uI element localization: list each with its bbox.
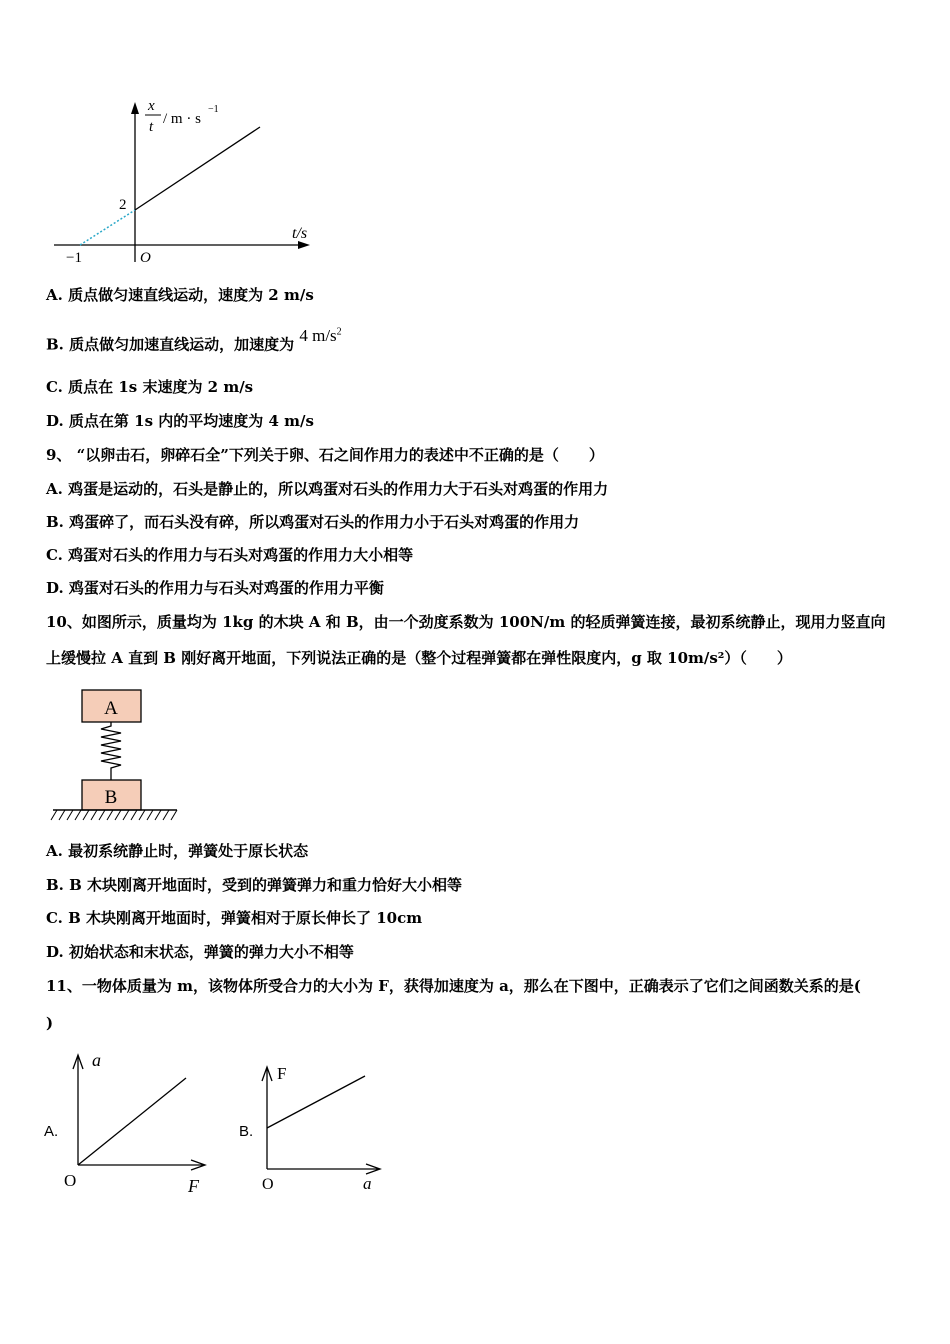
q9-option-d: D. 鸡蛋对石头的作用力与石头对鸡蛋的作用力平衡 — [46, 579, 384, 597]
y-intercept-label: 2 — [119, 197, 127, 213]
origin-label: O — [140, 250, 151, 266]
graph-a-line — [78, 1078, 186, 1165]
q10-option-c: C. B 木块刚离开地面时，弹簧相对于原长伸长了 10cm — [46, 909, 423, 927]
x-axis-arrow — [298, 241, 310, 249]
q11-stem-line1: 11、一物体质量为 m，该物体所受合力的大小为 F，获得加速度为 a，那么在下图中，正确表示了它们之间函数关系的是( — [46, 977, 861, 995]
y-axis-arrow — [131, 102, 139, 114]
y-label-unit-exp: −1 — [208, 104, 219, 115]
graph-a — [58, 1045, 218, 1200]
y-label-numerator: x — [148, 98, 155, 114]
q8-option-b-text: B. 质点做匀加速直线运动，加速度为 — [46, 335, 295, 354]
block-a-label: A — [104, 698, 118, 719]
q8-option-d: D. 质点在第 1s 内的平均速度为 4 m/s — [46, 412, 314, 430]
spring — [101, 722, 121, 780]
q9-option-a: A. 鸡蛋是运动的，石头是静止的，所以鸡蛋对石头的作用力大于石头对鸡蛋的作用力 — [46, 480, 609, 498]
q8-option-c: C. 质点在 1s 末速度为 2 m/s — [46, 378, 254, 396]
y-label-unit: / m · s — [163, 111, 201, 127]
q9-option-b: B. 鸡蛋碎了，而石头没有碎，所以鸡蛋对石头的作用力小于石头对鸡蛋的作用力 — [46, 513, 580, 531]
graph-b-line — [267, 1076, 365, 1128]
q9-stem: 9、 “以卵击石，卵碎石全”下列关于卵、石之间作用力的表述中不正确的是（ ） — [46, 446, 604, 464]
q10-option-b: B. B 木块刚离开地面时，受到的弹簧弹力和重力恰好大小相等 — [46, 876, 463, 894]
q10-option-a: A. 最初系统静止时，弹簧处于原长状态 — [46, 842, 309, 860]
x-intercept-label: −1 — [66, 250, 82, 266]
graph-b — [252, 1057, 392, 1197]
graph-a-x-label: F — [188, 1176, 199, 1196]
graph-b-origin: O — [262, 1176, 274, 1193]
q10-stem-line1: 10、如图所示，质量均为 1kg 的木块 A 和 B，由一个劲度系数为 100N/m 的轻质弹簧连接，最初系统静止，现用力竖直向 — [46, 613, 886, 631]
graph-b-x-label: a — [363, 1174, 372, 1193]
x-axis-label: t/s — [292, 225, 308, 242]
q8-xt-graph — [40, 90, 340, 275]
q8-option-a: A. 质点做匀速直线运动，速度为 2 m/s — [46, 286, 314, 304]
q9-option-c: C. 鸡蛋对石头的作用力与石头对鸡蛋的作用力大小相等 — [46, 546, 414, 564]
ground-hatching — [51, 810, 177, 820]
graph-a-label: A. — [44, 1123, 59, 1140]
q11-stem-line2: ) — [46, 1014, 54, 1032]
block-b-label: B — [104, 787, 118, 808]
y-label-denominator: t — [149, 119, 154, 135]
spring-blocks-figure — [45, 688, 185, 826]
data-line — [135, 127, 260, 210]
q8-option-b-value: 4 m/s — [299, 325, 337, 345]
q10-option-d: D. 初始状态和末状态，弹簧的弹力大小不相等 — [46, 943, 354, 961]
graph-b-label: B. — [239, 1123, 254, 1140]
q10-stem-line2: 上缓慢拉 A 直到 B 刚好离开地面，下列说法正确的是（整个过程弹簧都在弹性限度内，g 取 10m/s²）（ ） — [46, 649, 792, 667]
dotted-extension — [80, 210, 135, 245]
q8-option-b — [46, 325, 342, 355]
graph-b-y-label: F — [277, 1064, 287, 1083]
graph-a-y-label: a — [92, 1050, 101, 1070]
q8-option-b-math — [299, 326, 341, 345]
graph-a-origin: O — [64, 1171, 77, 1190]
q8-option-b-exp: 2 — [336, 326, 342, 337]
